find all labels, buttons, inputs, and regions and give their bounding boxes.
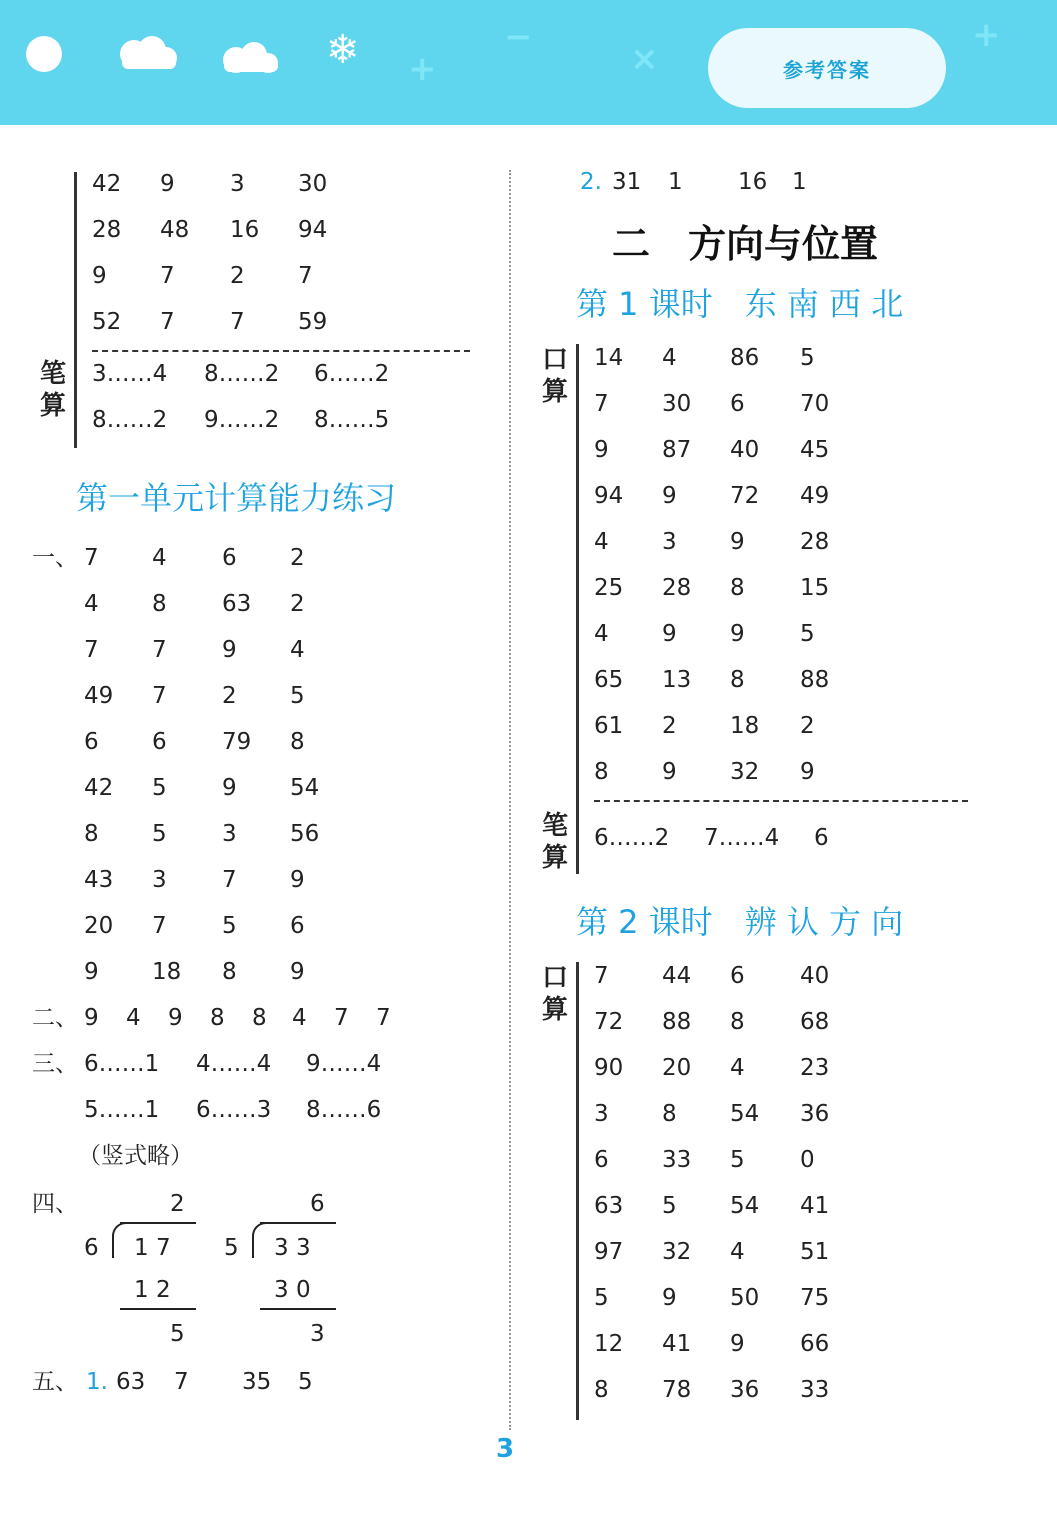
cell: 2 — [290, 591, 305, 617]
cell: 63 — [222, 591, 252, 617]
cell: 9 — [662, 621, 677, 647]
page-number: 3 — [496, 1434, 515, 1464]
bracket-line — [576, 962, 579, 1420]
cell: 20 — [84, 913, 114, 939]
cell: 9 — [662, 1285, 677, 1311]
cell: 87 — [662, 437, 692, 463]
dividend: 1 7 — [134, 1235, 171, 1261]
cell: 5……1 — [84, 1097, 160, 1123]
cell: 6 — [290, 913, 305, 939]
division-line — [120, 1308, 196, 1310]
cell: 4 — [594, 621, 609, 647]
cell: 5 — [800, 345, 815, 371]
division-bar — [120, 1222, 196, 1224]
cell: 6……2 — [594, 825, 670, 851]
question-label: 四、 — [32, 1191, 78, 1217]
division-bar — [260, 1222, 336, 1224]
cell: 79 — [222, 729, 252, 755]
cell: 7 — [152, 913, 167, 939]
cell: 7 — [594, 391, 609, 417]
divisor: 5 — [224, 1235, 239, 1261]
cell: 5 — [298, 1369, 313, 1395]
mental-calc-label: 口算 — [541, 963, 568, 1025]
cell: 25 — [594, 575, 624, 601]
cell: 9 — [168, 1005, 183, 1031]
cell: 78 — [662, 1377, 692, 1403]
chapter-title: 二 方向与位置 — [612, 222, 879, 266]
cell: 6 — [222, 545, 237, 571]
cell: 8 — [594, 759, 609, 785]
cell: 44 — [662, 963, 692, 989]
cell: 4 — [730, 1239, 745, 1265]
cell: 7 — [152, 683, 167, 709]
cell: 13 — [662, 667, 692, 693]
cell: 16 — [230, 217, 260, 243]
cell: 8……5 — [314, 407, 390, 433]
cell: 94 — [298, 217, 328, 243]
cell: 5 — [222, 913, 237, 939]
cell: 33 — [662, 1147, 692, 1173]
quotient: 2 — [170, 1191, 185, 1217]
cell: 40 — [730, 437, 760, 463]
cell: 1 — [792, 169, 807, 195]
answer-key-badge: 参考答案 — [708, 28, 946, 108]
mental-calc-label: 口算 — [541, 345, 568, 407]
cell: 2 — [290, 545, 305, 571]
cell: 4 — [594, 529, 609, 555]
cell: 4 — [730, 1055, 745, 1081]
written-calc-label: 笔算 — [39, 359, 66, 421]
cell: 42 — [84, 775, 114, 801]
cell: 43 — [84, 867, 114, 893]
cell: 4 — [84, 591, 99, 617]
cell: 7 — [376, 1005, 391, 1031]
cell: 49 — [84, 683, 114, 709]
cell: 9 — [800, 759, 815, 785]
cell: 7 — [298, 263, 313, 289]
cell: 4 — [126, 1005, 141, 1031]
cell: 41 — [800, 1193, 830, 1219]
cell: 31 — [612, 169, 642, 195]
cell: 3 — [594, 1101, 609, 1127]
cell: 72 — [730, 483, 760, 509]
cell: 5 — [290, 683, 305, 709]
cell: 9 — [84, 959, 99, 985]
cell: 32 — [730, 759, 760, 785]
minus-icon: − — [504, 17, 533, 57]
cell: 18 — [730, 713, 760, 739]
cell: 6 — [730, 391, 745, 417]
cell: 68 — [800, 1009, 830, 1035]
written-calc-label: 笔算 — [541, 811, 568, 873]
dashed-separator — [92, 350, 470, 352]
cloud-sun-icon — [112, 36, 182, 70]
cell: 5 — [152, 821, 167, 847]
cell: 30 — [298, 171, 328, 197]
cell: 8 — [252, 1005, 267, 1031]
cell: 36 — [730, 1377, 760, 1403]
cell: 6……1 — [84, 1051, 160, 1077]
cell: 6 — [594, 1147, 609, 1173]
cloud-rain-icon — [214, 42, 284, 76]
subquestion-number: 1. — [86, 1369, 108, 1395]
cell: 1 — [668, 169, 683, 195]
cell: 97 — [594, 1239, 624, 1265]
cell: 49 — [800, 483, 830, 509]
cell: 36 — [800, 1101, 830, 1127]
cell: 6……2 — [314, 361, 390, 387]
cell: 8 — [730, 1009, 745, 1035]
cell: 7 — [334, 1005, 349, 1031]
cell: 3 — [152, 867, 167, 893]
cell: 5 — [800, 621, 815, 647]
cell: 2 — [800, 713, 815, 739]
cell: 7……4 — [704, 825, 780, 851]
cell: 7 — [174, 1369, 189, 1395]
product: 1 2 — [134, 1277, 171, 1303]
cell: 8 — [222, 959, 237, 985]
cell: 28 — [800, 529, 830, 555]
cell: 7 — [84, 545, 99, 571]
cell: 4 — [292, 1005, 307, 1031]
cell: 54 — [290, 775, 320, 801]
cell: 90 — [594, 1055, 624, 1081]
division-bracket — [112, 1222, 126, 1258]
cell: 65 — [594, 667, 624, 693]
cell: 33 — [800, 1377, 830, 1403]
product: 3 0 — [274, 1277, 311, 1303]
header-banner — [0, 0, 1057, 125]
dashed-separator — [594, 800, 968, 802]
cell: 9 — [730, 1331, 745, 1357]
subquestion-number: 2. — [580, 169, 602, 195]
cell: 35 — [242, 1369, 272, 1395]
cell: 72 — [594, 1009, 624, 1035]
cell: 54 — [730, 1101, 760, 1127]
cell: 5 — [594, 1285, 609, 1311]
lesson-2-title: 第 2 课时 辨 认 方 向 — [576, 903, 904, 941]
cell: 51 — [800, 1239, 830, 1265]
plus-icon: + — [408, 49, 437, 89]
cell: 63 — [116, 1369, 146, 1395]
cell: 9 — [730, 529, 745, 555]
question-label: 五、 — [32, 1369, 78, 1395]
cell: 9……2 — [204, 407, 280, 433]
cell: 16 — [738, 169, 768, 195]
cell: 61 — [594, 713, 624, 739]
cell: 75 — [800, 1285, 830, 1311]
cell: 50 — [730, 1285, 760, 1311]
cell: 3 — [662, 529, 677, 555]
cell: 42 — [92, 171, 122, 197]
cell: 9 — [662, 759, 677, 785]
cell: 12 — [594, 1331, 624, 1357]
cell: 28 — [662, 575, 692, 601]
cell: 18 — [152, 959, 182, 985]
cell: 8 — [594, 1377, 609, 1403]
cell: 9……4 — [306, 1051, 382, 1077]
question-label: 三、 — [32, 1051, 78, 1077]
cell: 5 — [730, 1147, 745, 1173]
cell: 28 — [92, 217, 122, 243]
cell: 14 — [594, 345, 624, 371]
cell: 9 — [222, 637, 237, 663]
cell: 6……3 — [196, 1097, 272, 1123]
cell: 8 — [730, 667, 745, 693]
snowflake-icon: ❄ — [326, 27, 360, 73]
cell: 8……6 — [306, 1097, 382, 1123]
cell: 23 — [800, 1055, 830, 1081]
cell: 3 — [230, 171, 245, 197]
cell: 7 — [160, 309, 175, 335]
cell: 2 — [222, 683, 237, 709]
lesson-1-title: 第 1 课时 东 南 西 北 — [576, 285, 904, 323]
cell: 9 — [290, 959, 305, 985]
cell: 54 — [730, 1193, 760, 1219]
cell: 20 — [662, 1055, 692, 1081]
cell: 66 — [800, 1331, 830, 1357]
cell: 8……2 — [92, 407, 168, 433]
cell: 6 — [730, 963, 745, 989]
cell: 86 — [730, 345, 760, 371]
cell: 45 — [800, 437, 830, 463]
cell: 7 — [230, 309, 245, 335]
cell: 9 — [222, 775, 237, 801]
cell: 32 — [662, 1239, 692, 1265]
cell: 4 — [152, 545, 167, 571]
cell: 4……4 — [196, 1051, 272, 1077]
cell: 7 — [594, 963, 609, 989]
cell: 8 — [290, 729, 305, 755]
divisor: 6 — [84, 1235, 99, 1261]
column-divider — [509, 170, 511, 1430]
cell: 94 — [594, 483, 624, 509]
cell: 9 — [730, 621, 745, 647]
sun-icon — [26, 36, 62, 72]
times-icon: × — [630, 39, 659, 79]
cell: 4 — [662, 345, 677, 371]
note: （竖式略） — [78, 1143, 193, 1169]
cell: 56 — [290, 821, 320, 847]
cell: 3 — [222, 821, 237, 847]
remainder: 5 — [170, 1321, 185, 1347]
division-bracket — [252, 1222, 266, 1258]
cell: 9 — [84, 1005, 99, 1031]
cell: 9 — [594, 437, 609, 463]
cell: 8……2 — [204, 361, 280, 387]
cell: 88 — [662, 1009, 692, 1035]
question-label: 一、 — [32, 545, 78, 571]
cell: 52 — [92, 309, 122, 335]
unit-title: 第一单元计算能力练习 — [76, 479, 397, 517]
cell: 7 — [160, 263, 175, 289]
cell: 2 — [662, 713, 677, 739]
cell: 6 — [814, 825, 829, 851]
cell: 9 — [290, 867, 305, 893]
cell: 5 — [152, 775, 167, 801]
cell: 7 — [84, 637, 99, 663]
cell: 30 — [662, 391, 692, 417]
bracket-line — [74, 172, 77, 448]
plus-icon: + — [972, 15, 1001, 55]
remainder: 3 — [310, 1321, 325, 1347]
cell: 8 — [84, 821, 99, 847]
cell: 70 — [800, 391, 830, 417]
cell: 63 — [594, 1193, 624, 1219]
cell: 6 — [84, 729, 99, 755]
cell: 88 — [800, 667, 830, 693]
cell: 6 — [152, 729, 167, 755]
cell: 8 — [662, 1101, 677, 1127]
division-line — [260, 1308, 336, 1310]
bracket-line — [576, 344, 579, 874]
cell: 48 — [160, 217, 190, 243]
cell: 3……4 — [92, 361, 168, 387]
cell: 9 — [92, 263, 107, 289]
cell: 40 — [800, 963, 830, 989]
cell: 0 — [800, 1147, 815, 1173]
cell: 59 — [298, 309, 328, 335]
cell: 41 — [662, 1331, 692, 1357]
quotient: 6 — [310, 1191, 325, 1217]
cell: 8 — [210, 1005, 225, 1031]
cell: 7 — [222, 867, 237, 893]
cell: 2 — [230, 263, 245, 289]
cell: 4 — [290, 637, 305, 663]
cell: 15 — [800, 575, 830, 601]
question-label: 二、 — [32, 1005, 78, 1031]
cell: 9 — [160, 171, 175, 197]
cell: 8 — [730, 575, 745, 601]
cell: 5 — [662, 1193, 677, 1219]
cell: 8 — [152, 591, 167, 617]
cell: 9 — [662, 483, 677, 509]
cell: 7 — [152, 637, 167, 663]
dividend: 3 3 — [274, 1235, 311, 1261]
